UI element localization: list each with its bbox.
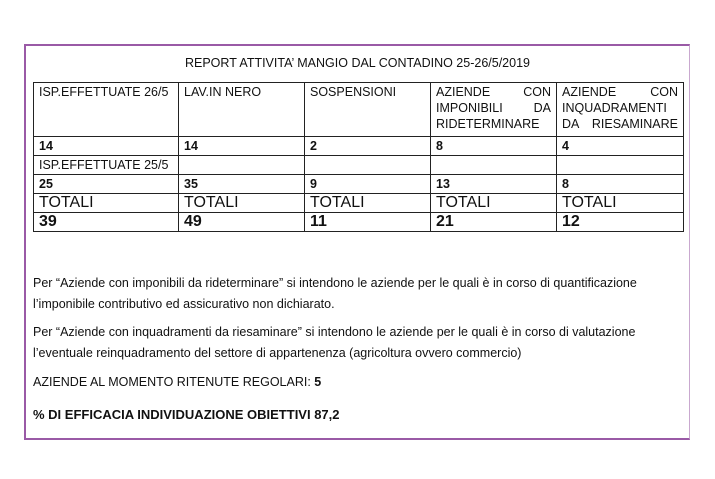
totals-label: TOTALI — [557, 194, 684, 213]
value-26-lav-nero: 14 — [179, 137, 305, 156]
value-25-imponibili: 13 — [431, 175, 557, 194]
totals-row — [34, 213, 684, 232]
totals-label-row — [34, 194, 684, 213]
totals-label: TOTALI — [34, 194, 179, 213]
header-imponibili: AZIENDE CON IMPONIBILI DA RIDETERMINARE — [431, 83, 557, 137]
total-isp: 39 — [34, 213, 179, 232]
value-25-inquadramenti: 8 — [557, 175, 684, 194]
note-efficacia: % DI EFFICACIA INDIVIDUAZIONE OBIETTIVI 87,2 — [33, 407, 340, 422]
note-imponibili: Per “Aziende con imponibili da rideterminare” si intendono le aziende per le quali è in corso di quantificazione l’imponibile contributivo ed assicurativo non dichiarato. — [33, 276, 637, 311]
totals-label: TOTALI — [431, 194, 557, 213]
value-25-lav-nero: 35 — [179, 175, 305, 194]
header-isp-26: ISP.EFFETTUATE 26/5 — [34, 83, 179, 137]
header-lav-nero: LAV.IN NERO — [179, 83, 305, 137]
value-26-isp: 14 — [34, 137, 179, 156]
report-table — [33, 82, 684, 232]
values-25-row — [34, 175, 684, 194]
label-25-row — [34, 156, 684, 175]
totals-label: TOTALI — [179, 194, 305, 213]
regolari-value: 5 — [314, 375, 322, 389]
total-imponibili: 21 — [431, 213, 557, 232]
value-25-sospensioni: 9 — [305, 175, 431, 194]
note-inquadramenti: Per “Aziende con inquadramenti da riesaminare” si intendono le aziende per le quali è in corso di valutazione l’eventuale reinquadramento del settore di appartenenza (agricoltura ovvero commercio) — [33, 325, 636, 360]
value-25-isp: 25 — [34, 175, 179, 194]
header-sospensioni: SOSPENSIONI — [305, 83, 431, 137]
total-inquadramenti: 12 — [557, 213, 684, 232]
label-isp-25: ISP.EFFETTUATE 25/5 — [34, 156, 179, 175]
value-26-sospensioni: 2 — [305, 137, 431, 156]
header-row — [34, 83, 684, 137]
total-sospensioni: 11 — [305, 213, 431, 232]
note-regolari — [33, 372, 683, 393]
totals-label: TOTALI — [305, 194, 431, 213]
value-26-inquadramenti: 4 — [557, 137, 684, 156]
regolari-label: AZIENDE AL MOMENTO RITENUTE REGOLARI: — [33, 375, 315, 389]
values-26-row — [34, 137, 684, 156]
total-lav-nero: 49 — [179, 213, 305, 232]
report-title: REPORT ATTIVITA’ MANGIO DAL CONTADINO 25-26/5/2019 — [184, 56, 530, 70]
value-26-imponibili: 8 — [431, 137, 557, 156]
header-inquadramenti: AZIENDE CON INQUADRAMENTI DA RIESAMINARE — [557, 83, 684, 137]
